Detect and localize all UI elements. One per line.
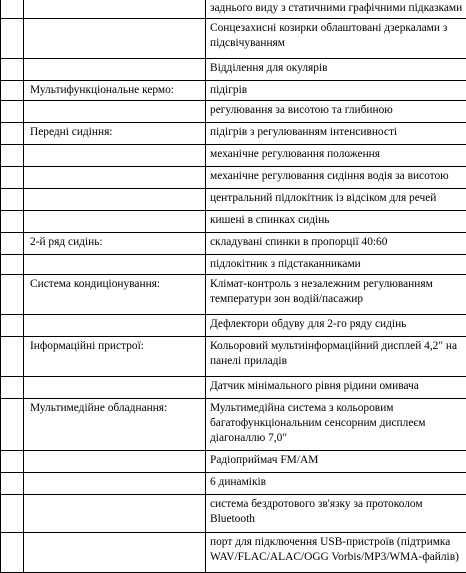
feature-label-cell bbox=[24, 399, 206, 451]
row-gutter-cell bbox=[1, 123, 24, 145]
feature-value-cell bbox=[206, 145, 466, 167]
row-gutter-cell bbox=[1, 233, 24, 255]
feature-label-cell bbox=[24, 59, 206, 81]
feature-label-cell bbox=[24, 315, 206, 337]
feature-value-cell bbox=[206, 189, 466, 211]
table-row bbox=[1, 81, 466, 101]
table-row bbox=[1, 101, 466, 123]
row-gutter-cell bbox=[1, 315, 24, 337]
feature-group-label: Система кондиціонування: bbox=[30, 278, 160, 290]
feature-value: підлокітник з підстаканниками bbox=[210, 258, 361, 270]
row-gutter-cell bbox=[1, 19, 24, 59]
feature-group-label: Мультимедійне обладнання: bbox=[30, 402, 167, 414]
feature-value-cell bbox=[206, 19, 466, 59]
feature-label-cell bbox=[24, 189, 206, 211]
feature-value: Клімат-контроль з незалежним регулюванням температури зон водій/пасажир bbox=[210, 278, 433, 305]
table-row bbox=[1, 255, 466, 275]
feature-value-cell bbox=[206, 275, 466, 315]
feature-value-cell bbox=[206, 315, 466, 337]
feature-value: заднього виду з статичними графічними підказками bbox=[210, 2, 462, 14]
feature-value-cell bbox=[206, 451, 466, 473]
table-row bbox=[1, 451, 466, 473]
table-row bbox=[1, 233, 466, 255]
feature-label-cell bbox=[24, 533, 206, 573]
row-gutter-cell bbox=[1, 495, 24, 533]
feature-value: порт для підключення USB-пристроїв (підтримка WAV/FLAC/ALAC/OGG Vorbis/MP3/WMA-файлів) bbox=[210, 536, 459, 563]
table-row bbox=[1, 337, 466, 377]
feature-label-cell bbox=[24, 145, 206, 167]
feature-group-label: Інформаційні пристрої: bbox=[30, 340, 144, 352]
feature-label-cell bbox=[24, 377, 206, 399]
feature-value: Мультимедійна система з кольоровим багатофункціональним сенсорним дисплеєм діагоналлю 7,0" bbox=[210, 402, 425, 444]
feature-label-cell bbox=[24, 167, 206, 189]
feature-label-cell bbox=[24, 495, 206, 533]
row-gutter-cell bbox=[1, 167, 24, 189]
feature-value: складувані спинки в пропорції 40:60 bbox=[210, 236, 387, 248]
feature-value: підігрів bbox=[210, 84, 247, 96]
feature-value-cell bbox=[206, 123, 466, 145]
feature-label-cell bbox=[24, 451, 206, 473]
table-row bbox=[1, 211, 466, 233]
feature-group-label: Передні сидіння: bbox=[30, 126, 113, 138]
row-gutter-cell bbox=[1, 337, 24, 377]
feature-label-cell bbox=[24, 19, 206, 59]
row-gutter-cell bbox=[1, 533, 24, 573]
feature-value: Кольоровий мультиінформаційний дисплей 4,2" на панелі приладів bbox=[210, 340, 457, 367]
table-row bbox=[1, 495, 466, 533]
feature-value: підігрів з регулюванням інтенсивності bbox=[210, 126, 397, 138]
row-gutter-cell bbox=[1, 451, 24, 473]
row-gutter-cell bbox=[1, 399, 24, 451]
row-gutter-cell bbox=[1, 275, 24, 315]
row-gutter-cell bbox=[1, 211, 24, 233]
feature-label-cell bbox=[24, 211, 206, 233]
feature-group-label: 2-й ряд сидінь: bbox=[30, 236, 103, 248]
feature-value: Дефлектори обдуву для 2-го ряду сидінь bbox=[210, 318, 406, 330]
row-gutter-cell bbox=[1, 255, 24, 275]
table-row bbox=[1, 167, 466, 189]
feature-value-cell bbox=[206, 377, 466, 399]
table-row bbox=[1, 275, 466, 315]
table-row bbox=[1, 533, 466, 573]
feature-label-cell bbox=[24, 123, 206, 145]
feature-value: кишені в спинках сидінь bbox=[210, 214, 330, 226]
table-row bbox=[1, 19, 466, 59]
feature-value-cell bbox=[206, 255, 466, 275]
feature-value-cell bbox=[206, 399, 466, 451]
feature-value-cell bbox=[206, 233, 466, 255]
feature-value-cell bbox=[206, 167, 466, 189]
table-row bbox=[1, 189, 466, 211]
row-gutter-cell bbox=[1, 377, 24, 399]
feature-label-cell bbox=[24, 81, 206, 101]
feature-label-cell bbox=[24, 337, 206, 377]
feature-value-cell bbox=[206, 495, 466, 533]
feature-value-cell bbox=[206, 211, 466, 233]
feature-value: 6 динаміків bbox=[210, 476, 266, 488]
feature-value-cell bbox=[206, 101, 466, 123]
feature-value: регулювання за висотою та глибиною bbox=[210, 104, 393, 116]
feature-value-cell bbox=[206, 533, 466, 573]
feature-label-cell bbox=[24, 233, 206, 255]
row-gutter-cell bbox=[1, 0, 24, 19]
feature-value: система бездротового зв'язку за протоколом Bluetooth bbox=[210, 498, 423, 525]
feature-label-cell bbox=[24, 255, 206, 275]
feature-value: Радіоприймач FM/AM bbox=[210, 454, 318, 466]
feature-value: Відділення для окулярів bbox=[210, 62, 328, 74]
feature-value: центральний підлокітник із відсіком для речей bbox=[210, 192, 436, 204]
table-row bbox=[1, 315, 466, 337]
feature-value: механічне регулювання сидіння водія за висотою bbox=[210, 170, 449, 182]
feature-value-cell bbox=[206, 473, 466, 495]
row-gutter-cell bbox=[1, 59, 24, 81]
row-gutter-cell bbox=[1, 189, 24, 211]
feature-value: Сонцезахисні козирки облаштовані дзеркалами з підсвічуванням bbox=[210, 22, 447, 49]
row-gutter-cell bbox=[1, 473, 24, 495]
table-row bbox=[1, 0, 466, 19]
feature-label-cell bbox=[24, 0, 206, 19]
table-row bbox=[1, 123, 466, 145]
row-gutter-cell bbox=[1, 101, 24, 123]
table-row bbox=[1, 399, 466, 451]
feature-label-cell bbox=[24, 275, 206, 315]
table-row bbox=[1, 145, 466, 167]
row-gutter-cell bbox=[1, 81, 24, 101]
feature-value: Датчик мінімального рівня рідини омивача bbox=[210, 380, 419, 392]
feature-value-cell bbox=[206, 81, 466, 101]
feature-group-label: Мультифункціональне кермо: bbox=[30, 84, 174, 96]
feature-label-cell bbox=[24, 101, 206, 123]
row-gutter-cell bbox=[1, 145, 24, 167]
table-row bbox=[1, 59, 466, 81]
table-row bbox=[1, 377, 466, 399]
table-row bbox=[1, 473, 466, 495]
feature-value: механічне регулювання положення bbox=[210, 148, 380, 160]
feature-value-cell bbox=[206, 337, 466, 377]
feature-label-cell bbox=[24, 473, 206, 495]
feature-value-cell bbox=[206, 59, 466, 81]
feature-value-cell bbox=[206, 0, 466, 19]
